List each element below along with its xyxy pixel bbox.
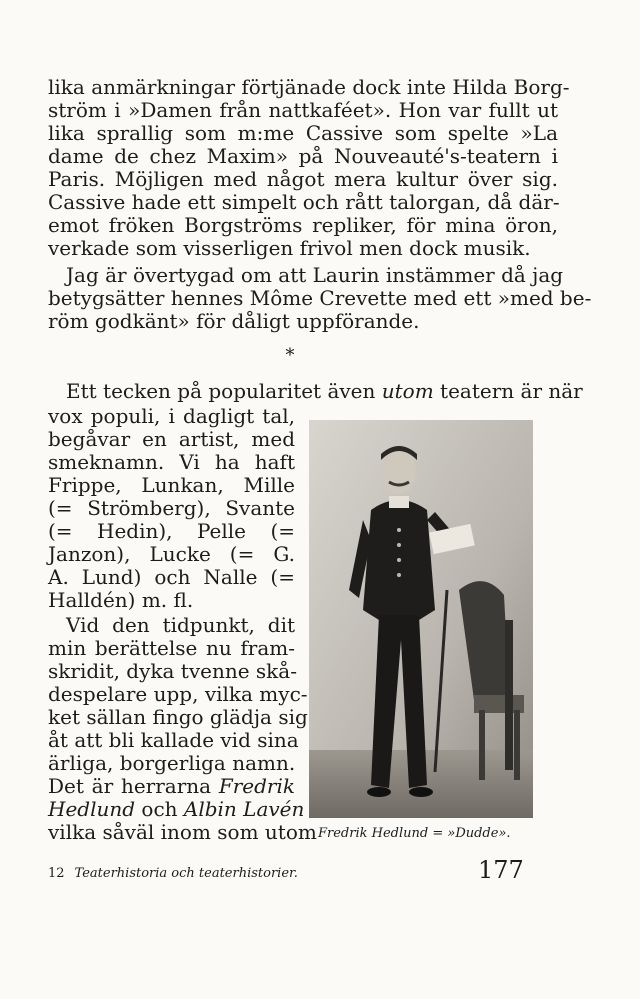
emphasized-word: utom <box>381 379 434 403</box>
text-line: (= Hedin), Pelle (= <box>48 519 295 543</box>
text-line <box>48 775 295 797</box>
emphasized-name: Fredrik <box>218 774 295 798</box>
emphasized-name: Hedlund <box>48 797 136 821</box>
text-line: betygsätter hennes Môme Crevette med ett »med be- <box>48 286 592 310</box>
text-line: verkade som visserligen frivol men dock musik. <box>48 236 531 260</box>
text-line: ärliga, borgerliga namn. <box>48 751 296 775</box>
text-fragment: Det är herrarna <box>48 774 219 798</box>
text-line: Halldén) m. fl. <box>48 588 194 612</box>
text-line: lika anmärkningar förtjänade dock inte Hilda Borg- <box>48 75 570 99</box>
text-line: A. Lund) och Nalle (= <box>48 565 295 589</box>
text-line: begåvar en artist, med <box>48 427 295 451</box>
section-separator: * <box>285 345 295 366</box>
text-line: vox populi, i dagligt tal, <box>48 404 295 428</box>
text-line: vilka såväl inom som utom <box>48 820 317 844</box>
page-footer <box>48 866 298 881</box>
page-number: 177 <box>478 856 524 884</box>
text-line: lika sprallig som m:me Cassive som spelte »La <box>48 121 558 145</box>
text-fragment: och <box>135 797 184 821</box>
text-line: dame de chez Maxim» på Nouveauté's-teatern i <box>48 144 558 168</box>
text-line: min berättelse nu fram- <box>48 636 295 660</box>
text-line: smeknamn. Vi ha haft <box>48 450 295 474</box>
portrait-illustration <box>309 420 533 818</box>
text-line: ström i »Damen från nattkaféet». Hon var fullt ut <box>48 98 558 122</box>
photo-caption: Fredrik Hedlund = »Dudde». <box>318 826 511 841</box>
text-line: emot fröken Borgströms repliker, för mina öron, <box>48 213 558 237</box>
text-line: despelare upp, vilka myc- <box>48 682 308 706</box>
text-fragment: teatern är när <box>433 379 583 403</box>
text-line: skridit, dyka tvenne skå- <box>48 659 297 683</box>
text-line: Jag är övertygad om att Laurin instämmer då jag <box>66 263 564 287</box>
text-line: åt att bli kallade vid sina <box>48 728 299 752</box>
text-line <box>66 379 583 403</box>
text-line: Paris. Möjligen med något mera kultur över sig. <box>48 167 558 191</box>
printer-signature: 12 <box>48 866 65 881</box>
emphasized-name: Albin Lavén <box>183 797 305 821</box>
text-fragment: Ett tecken på popularitet även <box>66 379 382 403</box>
text-line: Cassive hade ett simpelt och rått talorgan, då där- <box>48 190 560 214</box>
portrait-photograph <box>309 420 533 818</box>
text-line: Janzon), Lucke (= G. <box>48 542 295 566</box>
text-line: Vid den tidpunkt, dit <box>66 613 295 637</box>
running-title: Teaterhistoria och teaterhistorier. <box>74 866 298 881</box>
text-line: röm godkänt» för dåligt uppförande. <box>48 309 420 333</box>
text-line: Frippe, Lunkan, Mille <box>48 473 295 497</box>
text-line: ket sällan fingo glädja sig <box>48 705 308 729</box>
text-line <box>48 797 305 821</box>
text-line: (= Strömberg), Svante <box>48 496 295 520</box>
